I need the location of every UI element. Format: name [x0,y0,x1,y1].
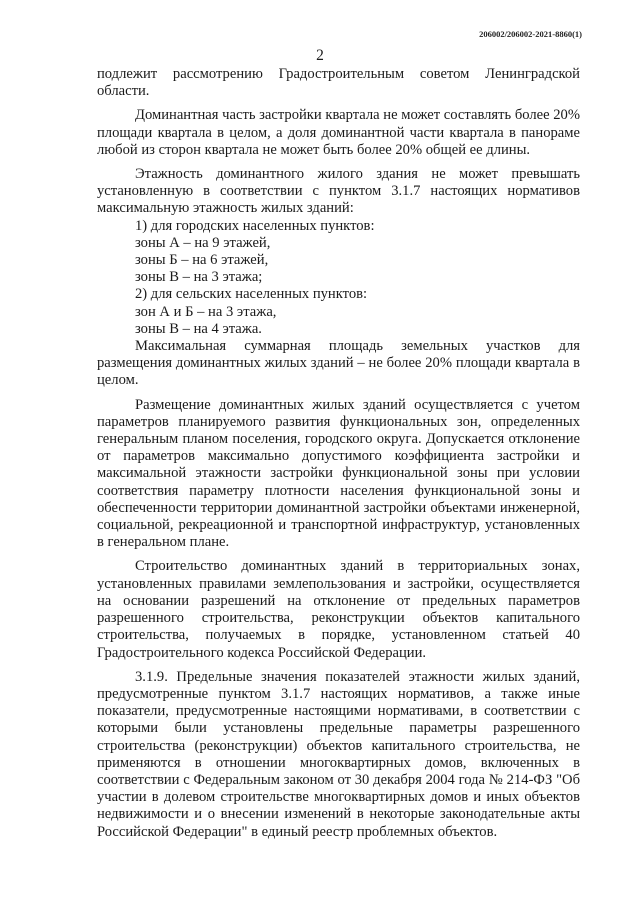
document-body [97,66,580,841]
paragraph-3: Этажность доминантного жилого здания не может превышать установленную в соответствии с пунктом 3.1.7 настоящих нормативов максимальную этажность жилых зданий: [97,166,580,217]
list-item: 1) для городских населенных пунктов: [135,217,375,234]
page-number: 2 [316,47,324,64]
paragraph-4: Максимальная суммарная площадь земельных участков для размещения доминантных жилых зданий – не более 20% площади квартала в целом. [97,338,580,389]
paragraph-6: Строительство доминантных зданий в территориальных зонах, установленных правилами землепользования и застройки, осуществляется на основании разрешений на отклонение от предельных параметров разрешенного строительства, реконструкции объектов капитального строительства, получаемых в порядке, установленном статьей 40 Градостроительного кодекса Российской Федерации. [97,558,580,661]
paragraph-1: подлежит рассмотрению Градостроительным советом Ленинградской области. [97,66,580,100]
list-item: 2) для сельских населенных пунктов: [135,286,368,303]
list-item: зоны В – на 3 этажа; [135,269,263,286]
list-item: зоны Б – на 6 этажей, [135,252,269,269]
paragraph-5: Размещение доминантных жилых зданий осуществляется с учетом параметров планируемого развития функциональных зон, определенных генеральным планом поселения, городского округа. Допускается отклонение от параметров максимально допустимого коэффициента застройки и максимальной этажности застройки функциональной зоны при условии соответствия параметру плотности населения функциональной зоны и обеспеченности территории доминантной застройки объектами инженерной, социальной, рекреационной и транспортной инфраструктур, установленных в генеральном плане. [97,396,580,551]
list-item: зоны В – на 4 этажа. [135,320,262,337]
paragraph-7: 3.1.9. Предельные значения показателей этажности жилых зданий, предусмотренные пунктом 3.1.7 настоящих нормативов, а также иные показатели, предусмотренные настоящими нормативами, в соответствии с которыми были установлены предельные параметры разрешенного строительства (реконструкции) объектов капитального строительства, не применяются в отношении многоквартирных домов, включенных в соответствии с Федеральным законом от 30 декабря 2004 года № 214-ФЗ "Об участии в долевом строительстве многоквартирных домов и иных объектов недвижимости и о внесении изменений в некоторые законодательные акты Российской Федерации" в единый реестр проблемных объектов. [97,668,580,840]
list-item: зоны А – на 9 этажей, [135,234,271,251]
list-item: зон А и Б – на 3 этажа, [135,303,277,320]
paragraph-2: Доминантная часть застройки квартала не может составлять более 20% площади квартала в целом, а доля доминантной части квартала в панораме любой из сторон квартала не может быть более 20% общей ее длины. [97,107,580,158]
document-id: 206002/206002-2021-8860(1) [479,29,582,39]
